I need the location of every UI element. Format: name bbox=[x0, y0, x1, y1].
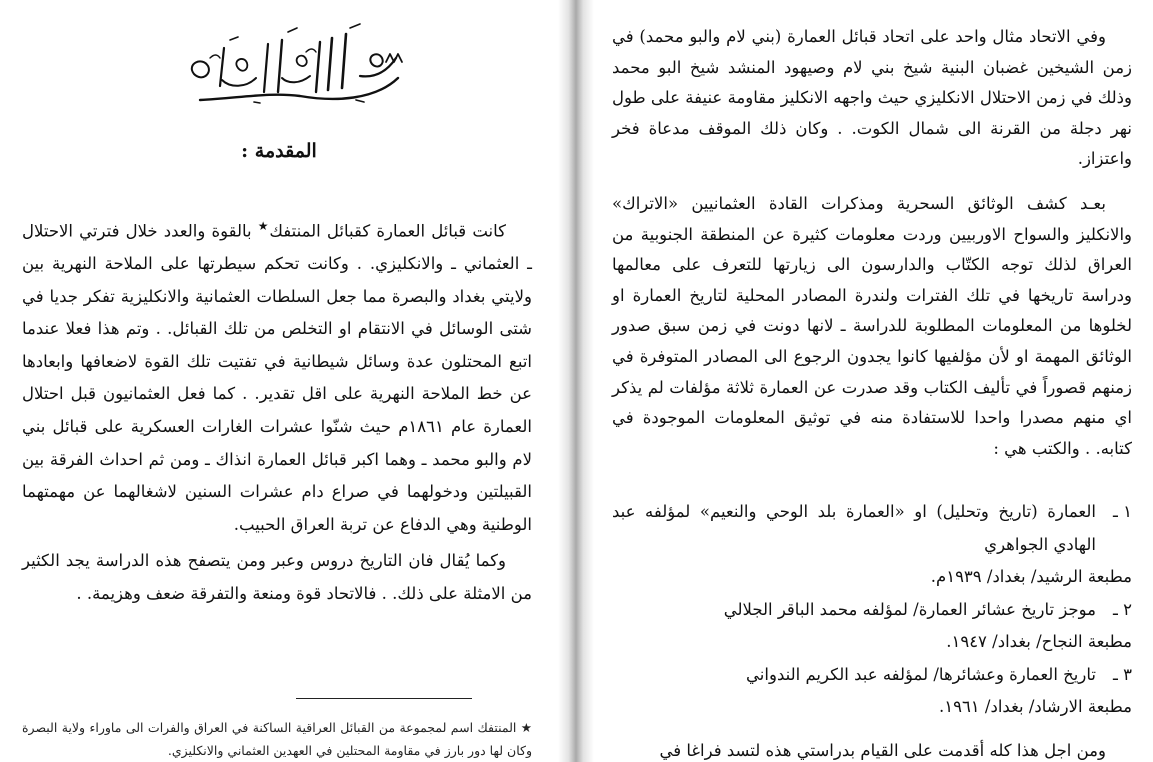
left-page bbox=[0, 0, 558, 762]
book-publisher: مطبعة الارشاد/ بغداد/ ١٩٦١. bbox=[938, 697, 1132, 716]
closing-line-text: ومن اجل هذا كله أقدمت على القيام بدراستي هذه لتسد فراغا في bbox=[659, 741, 1106, 760]
list-item bbox=[612, 496, 1132, 561]
list-item bbox=[612, 659, 1132, 692]
right-body-text bbox=[612, 22, 1132, 464]
introduction-heading: المقدمة : bbox=[241, 140, 317, 162]
book-title: تاريخ العمارة وعشائرها/ لمؤلفه عبد الكريم الندواني bbox=[746, 664, 1096, 684]
paragraph-text-rest: بالقوة والعدد خلال فترتي الاحتلال ـ العثماني ـ والانكليزي. . وكانت تحكم سيطرتها على الملاحة النهرية بين ولايتي بغداد والبصرة مما جعل السلطات العثمانية والانكليزية تفكر جديا في شتى الوسائل في الانتقام او التخلص من تلك القبائل. . وتم هذا فعلا عندما اتبع المحتلون عدة وسائل شيطانية في تفتيت تلك القوة لاضعافها وابعادها عن خط الملاحة النهرية على اقل تقدير. . كما فعل العثمانيون قبل احتلال العمارة عام ١٨٦١م حيث شنّوا عشرات الغارات العسكرية على قبائل بني لام والبو محمد ـ وهما اكبر قبائل العمارة انذاك ـ ومن ثم احداث الفرقة بين القبيلتين ودخولهما في صراع دام عشرات السنين لاشغالهما عن مهمتهما الوطنية وهي الدفاع عن تربة العراق الحبيب. bbox=[22, 221, 532, 534]
left-body-text bbox=[22, 210, 532, 611]
footnote-text: ★ المنتفك اسم لمجموعة من القبائل العراقية الساكنة في العراق والفرات الى ماوراء ولاية البصرة وكان لها دور بارز في مقاومة المحتلين في العهدين العثماني والانكليزي. bbox=[22, 720, 532, 758]
book-title: العمارة (تاريخ وتحليل) او «العمارة بلد الوحي والنعيم» لمؤلفه عبد الهادي الجواهري bbox=[612, 502, 1096, 554]
list-item-number: ٣ ـ bbox=[1113, 664, 1132, 684]
book-publisher: مطبعة النجاح/ بغداد/ ١٩٤٧. bbox=[946, 632, 1132, 651]
list-item-number: ١ ـ bbox=[1113, 502, 1132, 521]
left-paragraph-2: وكما يُقال فان التاريخ دروس وعبر ومن يتصفح هذه الدراسة يجد الكثير من الامثلة على ذلك. . فالاتحاد قوة ومنعة والتفرقة ضعف وهزيمة. . bbox=[22, 551, 532, 604]
right-paragraph-1: وفي الاتحاد مثال واحد على اتحاد قبائل العمارة (بني لام والبو محمد) في زمن الشيخين غضبان البنية شيخ بني لام وصيهود المنشد شيخ البو محمد وذلك في زمن الاحتلال الانكليزي حيث واجهه الانكليز مقاومة عنيفة على طول نهر دجلة من القرنة الى شمال الكوت. . وكان ذلك الموقف مدعاة فخر واعتزاز. bbox=[612, 27, 1132, 169]
right-paragraph-2: بعـد كشف الوثائق السحرية ومذكرات القادة العثمانيين «الاتراك» والانكليز والسواح الاوربيين وردت معلومات كثيرة عن المنطقة الجنوبية من العراق لذلك توجه الكتّاب والدارسون الى زيارتها للتعرف على معالمها ودراسة تاريخها في تلك الفترات ولندرة المصادر المحلية لتاريخ العمارة او لخلوها من المعلومات المطلوبة للدراسة ـ لانها دونت في زمن سبق صدور الوثائق المهمة او لأن مؤلفيها كانوا يجدون الرجوع الى المصادر المتوفرة في زمنهم قصوراً في تأليف الكتاب وقد صدرت عن العمارة ثلاثة مؤلفات لم يذكر اي منهم مصدرا واحدا للاستفادة منه في توثيق المعلومات الموجودة في كتابه. . والكتب هي : bbox=[612, 193, 1132, 458]
bismillah-calligraphy bbox=[160, 18, 420, 108]
right-closing-line bbox=[612, 736, 1132, 762]
list-item bbox=[612, 594, 1132, 627]
book-spine-gutter bbox=[558, 0, 594, 762]
left-paragraph-1 bbox=[22, 210, 532, 541]
right-page bbox=[594, 0, 1153, 762]
footnote-divider bbox=[296, 698, 472, 699]
footnote-mark-star: ★ bbox=[256, 219, 270, 233]
paragraph-text-start: كانت قبائل العمارة كقبائل المنتفك bbox=[269, 221, 507, 241]
book-list bbox=[612, 496, 1132, 724]
list-item-number: ٢ ـ bbox=[1113, 599, 1132, 619]
book-title: موجز تاريخ عشائر العمارة/ لمؤلفه محمد الباقر الجلالي bbox=[723, 599, 1096, 619]
book-publisher: مطبعة الرشيد/ بغداد/ ١٩٣٩م. bbox=[930, 567, 1132, 586]
